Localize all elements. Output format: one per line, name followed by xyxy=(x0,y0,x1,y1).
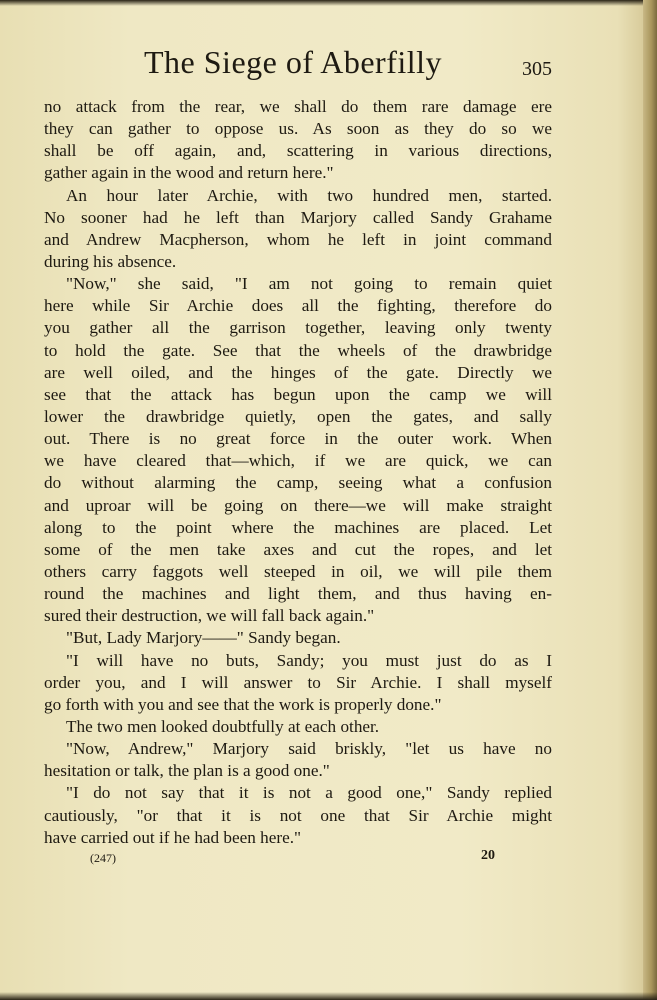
text-line: they can gather to oppose us. As soon as they do so we xyxy=(44,119,552,139)
text-line: "Now," she said, "I am not going to remain quiet xyxy=(66,274,552,294)
text-line: have carried out if he had been here." xyxy=(44,827,302,847)
page-right-edge xyxy=(643,0,657,1000)
page-bottom-edge xyxy=(0,992,657,1000)
text-line: you gather all the garrison together, leaving only twenty xyxy=(44,318,552,338)
text-line: do without alarming the camp, seeing what a confusion xyxy=(44,473,552,493)
text-line: during his absence. xyxy=(44,251,177,271)
text-line: "I will have no buts, Sandy; you must just do as I xyxy=(66,650,552,670)
text-line: An hour later Archie, with two hundred men, started. xyxy=(66,185,552,205)
signature-mark: (247) xyxy=(90,851,116,865)
text-line: gather again in the wood and return here." xyxy=(44,163,334,183)
text-line: cautiously, "or that it is not one that Sir Archie might xyxy=(44,805,552,825)
text-line: here while Sir Archie does all the fighting, therefore do xyxy=(44,296,552,316)
text-line: and uproar will be going on there—we will make straight xyxy=(44,495,552,515)
text-line: no attack from the rear, we shall do them rare damage ere xyxy=(44,97,552,116)
text-line: to hold the gate. See that the wheels of the drawbridge xyxy=(44,340,552,360)
body-text xyxy=(44,96,552,849)
text-line: sured their destruction, we will fall back again." xyxy=(44,606,375,626)
text-line: lower the drawbridge quietly, open the gates, and sally xyxy=(44,406,552,426)
sheet-number: 20 xyxy=(481,848,495,863)
page-footer xyxy=(44,848,552,868)
text-line: No sooner had he left than Marjory called Sandy Grahame xyxy=(44,207,552,227)
text-line: along to the point where the machines are placed. Let xyxy=(44,517,552,537)
text-line: "Now, Andrew," Marjory said briskly, "let us have no xyxy=(66,739,552,759)
text-line: go forth with you and see that the work is properly done." xyxy=(44,694,442,714)
text-line: "I do not say that it is not a good one," Sandy replied xyxy=(66,783,552,803)
text-line: we have cleared that—which, if we are quick, we can xyxy=(44,451,552,471)
text-line: shall be off again, and, scattering in various directions, xyxy=(44,141,552,161)
text-line: and Andrew Macpherson, whom he left in joint command xyxy=(44,229,552,249)
page-number: 305 xyxy=(522,58,552,80)
text-line: some of the men take axes and cut the ropes, and let xyxy=(44,539,552,559)
text-line: The two men looked doubtfully at each other. xyxy=(66,716,380,736)
text-line: out. There is no great force in the outer work. When xyxy=(44,429,552,449)
text-line: order you, and I will answer to Sir Archie. I shall myself xyxy=(44,672,552,692)
text-line: others carry faggots well steeped in oil, we will pile them xyxy=(44,561,552,581)
text-line: round the machines and light them, and thus having en- xyxy=(44,584,552,604)
running-title: The Siege of Aberfilly xyxy=(144,44,443,80)
page-top-edge xyxy=(0,0,657,6)
text-line: see that the attack has begun upon the camp we will xyxy=(44,384,552,404)
text-line: are well oiled, and the hinges of the gate. Directly we xyxy=(44,362,552,382)
page-header xyxy=(44,44,552,84)
text-line: hesitation or talk, the plan is a good one." xyxy=(44,761,330,781)
text-line: "But, Lady Marjory——" Sandy began. xyxy=(66,628,341,648)
